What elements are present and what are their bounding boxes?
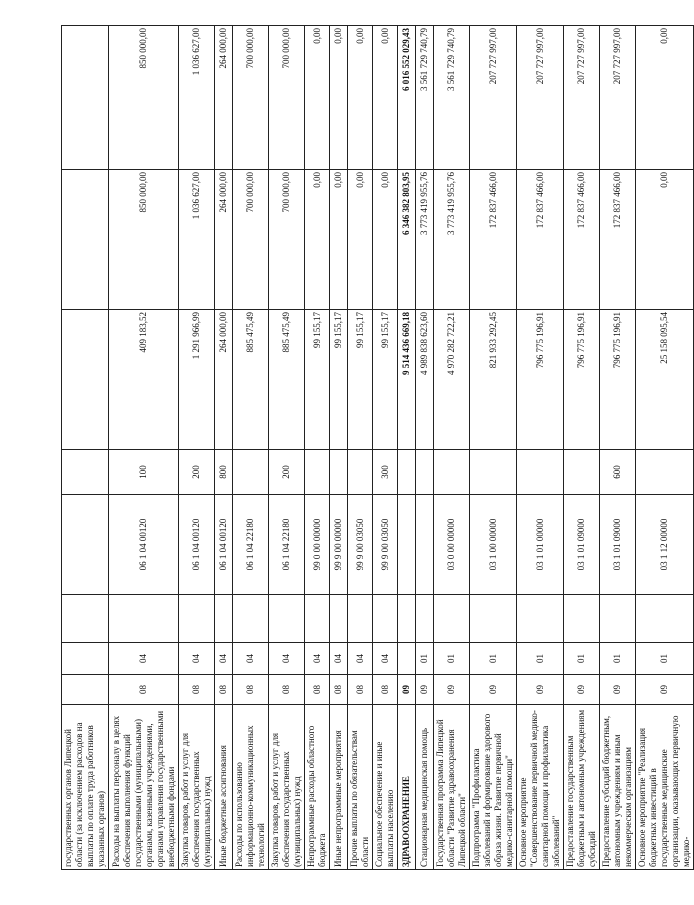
cell-pr	[269, 595, 305, 643]
cell-cs: 99 9 00 03050	[373, 495, 398, 595]
cell-v2: 6 346 382 803,95	[398, 170, 416, 310]
cell-ved: 08	[109, 675, 179, 705]
table-row	[600, 26, 636, 870]
cell-v2: 172 837 466,00	[564, 170, 600, 310]
cell-v2: 3 773 419 955,76	[434, 170, 470, 310]
cell-v3: 0,00	[373, 26, 398, 170]
cell-cs: 99 0 00 00000	[305, 495, 330, 595]
cell-v2	[62, 170, 109, 310]
cell-ved: 08	[305, 675, 330, 705]
cell-v1: 885 475,49	[269, 310, 305, 450]
cell-pr	[636, 595, 694, 643]
cell-pr	[330, 595, 348, 643]
cell-rz: 04	[109, 643, 179, 675]
cell-v3: 0,00	[636, 26, 694, 170]
cell-vr: 800	[215, 450, 233, 495]
cell-v3: 207 727 997,00	[564, 26, 600, 170]
cell-rz: 01	[636, 643, 694, 675]
cell-ved: 08	[269, 675, 305, 705]
cell-v1	[62, 310, 109, 450]
cell-v3: 3 561 729 740,79	[416, 26, 434, 170]
cell-v1: 99 155,17	[373, 310, 398, 450]
cell-cs: 03 1 01 09000	[564, 495, 600, 595]
cell-pr	[62, 595, 109, 643]
cell-name: Стационарная медицинская помощь	[416, 705, 434, 870]
cell-name: Государственная программа Липецкой области "Развитие здравоохранения Липецкой области"	[434, 705, 470, 870]
cell-pr	[179, 595, 215, 643]
cell-cs: 06 1 04 22180	[269, 495, 305, 595]
cell-ved: 08	[330, 675, 348, 705]
cell-ved: 08	[233, 675, 269, 705]
cell-v2: 1 036 627,00	[179, 170, 215, 310]
cell-rz: 01	[470, 643, 517, 675]
table-row	[233, 26, 269, 870]
cell-v2: 264 000,00	[215, 170, 233, 310]
cell-v2: 0,00	[348, 170, 373, 310]
cell-name: государственных органов Липецкой области (за исключением расходов на выплаты по оплате труда работников указанных органов)	[62, 705, 109, 870]
cell-rz	[62, 643, 109, 675]
cell-cs	[62, 495, 109, 595]
cell-v3: 264 000,00	[215, 26, 233, 170]
cell-rz: 01	[600, 643, 636, 675]
cell-name: ЗДРАВООХРАНЕНИЕ	[398, 705, 416, 870]
cell-vr	[564, 450, 600, 495]
cell-v2: 700 000,00	[233, 170, 269, 310]
table-row	[470, 26, 517, 870]
cell-v2: 0,00	[373, 170, 398, 310]
cell-name: Прочие выплаты по обязательствам области	[348, 705, 373, 870]
cell-pr	[470, 595, 517, 643]
cell-v3: 3 561 729 740,79	[434, 26, 470, 170]
cell-vr: 300	[373, 450, 398, 495]
cell-vr: 200	[179, 450, 215, 495]
cell-cs	[398, 495, 416, 595]
cell-name: Иные непрограммные мероприятия	[330, 705, 348, 870]
cell-cs: 06 1 04 22180	[233, 495, 269, 595]
cell-pr	[109, 595, 179, 643]
cell-v3: 850 000,00	[109, 26, 179, 170]
cell-pr	[434, 595, 470, 643]
cell-cs: 03 1 01 09000	[600, 495, 636, 595]
cell-rz: 01	[564, 643, 600, 675]
cell-vr	[517, 450, 564, 495]
cell-vr	[348, 450, 373, 495]
cell-pr	[600, 595, 636, 643]
cell-vr	[62, 450, 109, 495]
cell-pr	[305, 595, 330, 643]
cell-ved: 08	[179, 675, 215, 705]
cell-cs: 99 9 00 03050	[348, 495, 373, 595]
table-row	[416, 26, 434, 870]
cell-cs: 03 1 01 00000	[517, 495, 564, 595]
cell-v3: 700 000,00	[233, 26, 269, 170]
table-row	[62, 26, 109, 870]
cell-v2: 172 837 466,00	[470, 170, 517, 310]
table-row	[398, 26, 416, 870]
cell-v3: 6 016 552 029,43	[398, 26, 416, 170]
cell-pr	[416, 595, 434, 643]
cell-ved: 09	[470, 675, 517, 705]
cell-v3: 0,00	[305, 26, 330, 170]
cell-v1: 885 475,49	[233, 310, 269, 450]
cell-v1: 1 291 966,99	[179, 310, 215, 450]
cell-cs: 03 0 00 00000	[434, 495, 470, 595]
cell-cs	[416, 495, 434, 595]
cell-name: Предоставление субсидий бюджетным, автономным учреждениям и иным некоммерческим организациям	[600, 705, 636, 870]
cell-pr	[215, 595, 233, 643]
cell-v2: 172 837 466,00	[600, 170, 636, 310]
cell-name: Иные бюджетные ассигнования	[215, 705, 233, 870]
cell-v1: 9 514 436 669,18	[398, 310, 416, 450]
table-row	[179, 26, 215, 870]
cell-rz	[398, 643, 416, 675]
cell-v1: 25 158 095,54	[636, 310, 694, 450]
cell-pr	[373, 595, 398, 643]
cell-vr	[416, 450, 434, 495]
cell-name: Непрограммные расходы областного бюджета	[305, 705, 330, 870]
cell-v3	[62, 26, 109, 170]
cell-vr	[434, 450, 470, 495]
cell-cs: 03 1 12 00000	[636, 495, 694, 595]
cell-rz: 04	[269, 643, 305, 675]
table-row	[109, 26, 179, 870]
cell-name: Подпрограмма "Профилактика заболеваний и формирование здорового образа жизни. Развитие первичной медико-санитарной помощи"	[470, 705, 517, 870]
cell-vr	[305, 450, 330, 495]
cell-v3: 700 000,00	[269, 26, 305, 170]
cell-ved: 09	[398, 675, 416, 705]
cell-v1: 796 775 196,91	[564, 310, 600, 450]
cell-v1: 99 155,17	[330, 310, 348, 450]
cell-v3: 1 036 627,00	[179, 26, 215, 170]
cell-v1: 796 775 196,91	[600, 310, 636, 450]
cell-rz: 04	[373, 643, 398, 675]
cell-name: Основное мероприятие "Реализация бюджетных инвестиций в государственные медицинские организации, оказывающих первичную медико-	[636, 705, 694, 870]
cell-rz: 01	[517, 643, 564, 675]
cell-name: Социальное обеспечение и иные выплаты населению	[373, 705, 398, 870]
cell-vr	[470, 450, 517, 495]
cell-name: Закупка товаров, работ и услуг для обеспечения государственных (муниципальных) нужд	[269, 705, 305, 870]
cell-pr	[398, 595, 416, 643]
cell-name: Расходы на выплаты персоналу в целях обеспечения выполнения функций государственными (муниципальными) органами, казенными учреждениями, органами управления государственными внебюджетными фондами	[109, 705, 179, 870]
cell-v2: 0,00	[330, 170, 348, 310]
cell-rz: 04	[215, 643, 233, 675]
cell-v3: 0,00	[348, 26, 373, 170]
cell-ved: 08	[348, 675, 373, 705]
cell-ved: 09	[636, 675, 694, 705]
cell-v1: 821 933 292,45	[470, 310, 517, 450]
cell-vr: 200	[269, 450, 305, 495]
cell-v2: 0,00	[305, 170, 330, 310]
cell-ved: 09	[517, 675, 564, 705]
cell-v3: 207 727 997,00	[470, 26, 517, 170]
cell-v2: 0,00	[636, 170, 694, 310]
table-row	[373, 26, 398, 870]
table-row	[330, 26, 348, 870]
table-body	[62, 26, 694, 870]
rotated-budget-table-page	[61, 26, 691, 870]
cell-ved	[62, 675, 109, 705]
cell-rz: 01	[434, 643, 470, 675]
cell-pr	[233, 595, 269, 643]
cell-rz: 04	[233, 643, 269, 675]
table-row	[434, 26, 470, 870]
cell-v1: 4 989 838 623,60	[416, 310, 434, 450]
cell-v2: 850 000,00	[109, 170, 179, 310]
cell-vr	[398, 450, 416, 495]
cell-ved: 08	[215, 675, 233, 705]
table-row	[305, 26, 330, 870]
cell-pr	[348, 595, 373, 643]
cell-ved: 09	[434, 675, 470, 705]
cell-v2: 172 837 466,00	[517, 170, 564, 310]
cell-cs: 06 1 04 00120	[215, 495, 233, 595]
cell-rz: 04	[348, 643, 373, 675]
table-row	[269, 26, 305, 870]
cell-v1: 409 183,52	[109, 310, 179, 450]
table-row	[564, 26, 600, 870]
cell-v1: 99 155,17	[348, 310, 373, 450]
cell-cs: 06 1 04 00120	[109, 495, 179, 595]
table-row	[517, 26, 564, 870]
cell-rz: 04	[179, 643, 215, 675]
cell-v3: 0,00	[330, 26, 348, 170]
cell-v1: 796 775 196,91	[517, 310, 564, 450]
cell-v1: 99 155,17	[305, 310, 330, 450]
cell-cs: 99 9 00 00000	[330, 495, 348, 595]
cell-ved: 09	[600, 675, 636, 705]
cell-v2: 700 000,00	[269, 170, 305, 310]
cell-name: Расходы по использованию информационно-коммуникационных технологий	[233, 705, 269, 870]
cell-ved: 09	[564, 675, 600, 705]
cell-vr	[233, 450, 269, 495]
cell-name: Предоставление государственным бюджетным и автономным учреждениям субсидий	[564, 705, 600, 870]
cell-vr: 100	[109, 450, 179, 495]
cell-vr	[330, 450, 348, 495]
table-row	[348, 26, 373, 870]
cell-vr: 600	[600, 450, 636, 495]
cell-v1: 4 970 282 722,21	[434, 310, 470, 450]
cell-rz: 01	[416, 643, 434, 675]
table-row	[636, 26, 694, 870]
cell-vr	[636, 450, 694, 495]
budget-table	[61, 25, 694, 870]
cell-name: Закупка товаров, работ и услуг для обеспечения государственных (муниципальных) нужд	[179, 705, 215, 870]
cell-v3: 207 727 997,00	[600, 26, 636, 170]
cell-rz: 04	[330, 643, 348, 675]
cell-cs: 06 1 04 00120	[179, 495, 215, 595]
cell-pr	[517, 595, 564, 643]
cell-name: Основное мероприятие "Совершенствование первичной медико-санитарной помощи и профилактика заболеваний"	[517, 705, 564, 870]
cell-v2: 3 773 419 955,76	[416, 170, 434, 310]
cell-v3: 207 727 997,00	[517, 26, 564, 170]
cell-ved: 09	[416, 675, 434, 705]
cell-ved: 08	[373, 675, 398, 705]
cell-v1: 264 000,00	[215, 310, 233, 450]
table-row	[215, 26, 233, 870]
cell-cs: 03 1 00 00000	[470, 495, 517, 595]
cell-rz: 04	[305, 643, 330, 675]
cell-pr	[564, 595, 600, 643]
